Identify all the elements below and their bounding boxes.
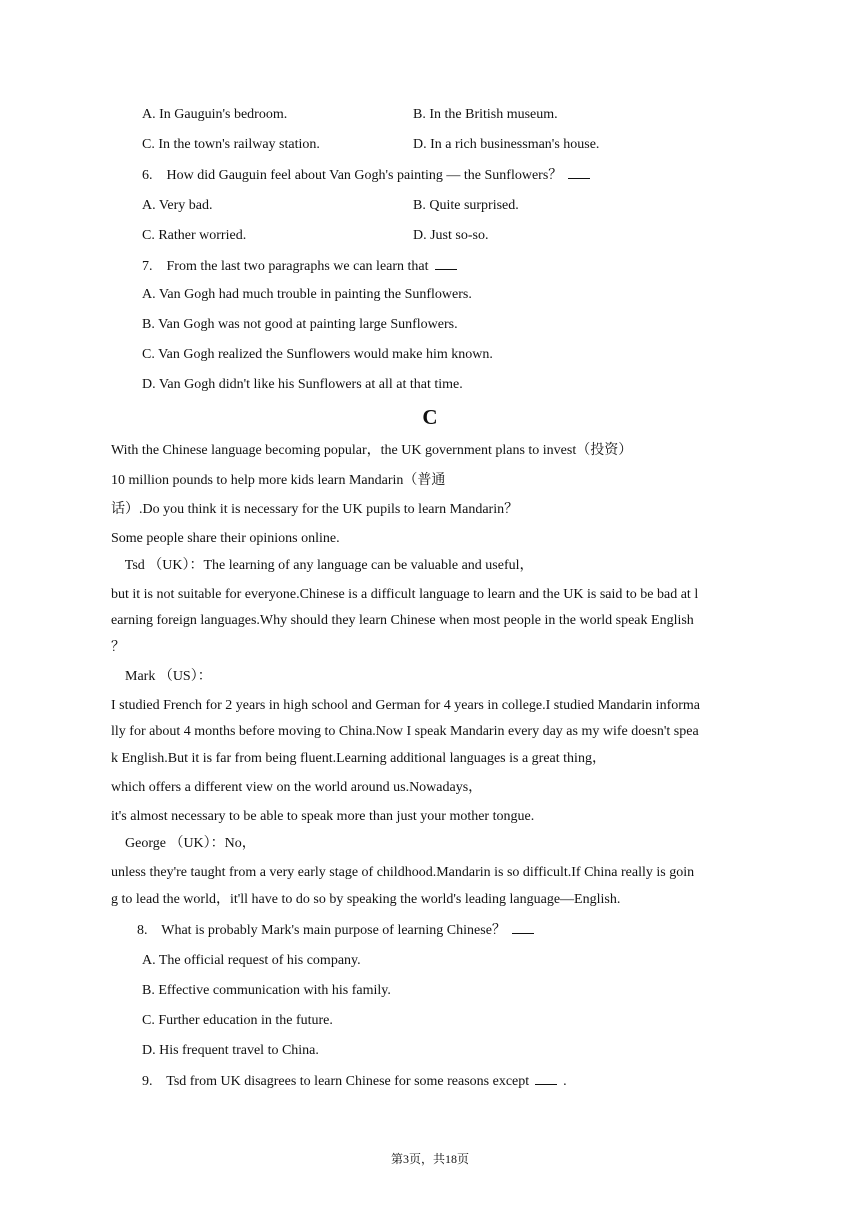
passage-line: Tsd （UK）：The learning of any language can be valuable and useful，: [111, 558, 534, 573]
q8-option-b: B. Effective communication with his family.: [142, 983, 391, 998]
q5-option-b: B. In the British museum.: [413, 107, 558, 122]
q7-stem: [142, 257, 457, 276]
passage-line: which offers a different view on the world around us.Nowadays，: [111, 780, 483, 795]
passage-line: but it is not suitable for everyone.Chinese is a difficult language to learn and the UK is said to be bad at l: [111, 587, 699, 602]
passage-line: earning foreign languages.Why should they learn Chinese when most people in the world speak English: [111, 613, 694, 628]
passage-line: With the Chinese language becoming popular，the UK government plans to invest（投资）: [111, 443, 633, 458]
q8-stem-text: 8. What is probably Mark's main purpose of learning Chinese？: [137, 923, 506, 938]
passage-line: Mark （US）：: [111, 669, 212, 684]
passage-line: unless they're taught from a very early stage of childhood.Mandarin is so difficult.If China really is goin: [111, 865, 695, 880]
answer-blank: [435, 257, 457, 270]
answer-blank: [512, 921, 534, 934]
passage-line: ？: [111, 640, 125, 655]
passage-line: k English.But it is far from being fluent.Learning additional languages is a great thing，: [111, 751, 606, 766]
passage-line: 话）.Do you think it is necessary for the UK pupils to learn Mandarin？: [111, 502, 519, 517]
passage-line: 10 million pounds to help more kids learn Mandarin（普通: [111, 473, 446, 488]
q7-option-d: D. Van Gogh didn't like his Sunflowers at all at that time.: [142, 377, 463, 392]
passage-line: it's almost necessary to be able to speak more than just your mother tongue.: [111, 809, 535, 824]
passage-line: I studied French for 2 years in high school and German for 4 years in college.I studied Mandarin informa: [111, 698, 700, 713]
passage-line: George （UK）：No，: [111, 836, 256, 851]
q6-stem: [142, 166, 590, 185]
passage-line: g to lead the world，it'll have to do so by speaking the world's leading language—English.: [111, 892, 621, 907]
q7-option-b: B. Van Gogh was not good at painting large Sunflowers.: [142, 317, 458, 332]
q6-option-c: C. Rather worried.: [142, 228, 247, 243]
q7-option-c: C. Van Gogh realized the Sunflowers would make him known.: [142, 347, 493, 362]
q9-stem-text: 9. Tsd from UK disagrees to learn Chinese for some reasons except: [142, 1074, 530, 1089]
q8-option-c: C. Further education in the future.: [142, 1013, 333, 1028]
q9-stem: [142, 1072, 567, 1091]
answer-blank: [535, 1072, 557, 1085]
q7-option-a: A. Van Gogh had much trouble in painting the Sunflowers.: [142, 287, 472, 302]
q7-stem-text: 7. From the last two paragraphs we can learn that: [142, 259, 429, 274]
q5-option-c: C. In the town's railway station.: [142, 137, 320, 152]
page-footer: 第3页，共18页: [390, 1152, 469, 1166]
q6-stem-text: 6. How did Gauguin feel about Van Gogh's painting — the Sunflowers？: [142, 168, 563, 183]
q6-option-d: D. Just so-so.: [413, 228, 489, 243]
q5-option-d: D. In a rich businessman's house.: [413, 137, 600, 152]
q8-option-a: A. The official request of his company.: [142, 953, 361, 968]
passage-line: lly for about 4 months before moving to China.Now I speak Mandarin every day as my wife doesn't spea: [111, 724, 699, 739]
q6-option-b: B. Quite surprised.: [413, 198, 519, 213]
answer-blank: [568, 166, 590, 179]
q6-option-a: A. Very bad.: [142, 198, 213, 213]
q5-option-a: A. In Gauguin's bedroom.: [142, 107, 288, 122]
passage-line: Some people share their opinions online.: [111, 531, 340, 546]
q9-stem-tail: .: [563, 1074, 567, 1089]
q8-option-d: D. His frequent travel to China.: [142, 1043, 319, 1058]
section-title: C: [422, 405, 438, 429]
q8-stem: [137, 921, 534, 940]
